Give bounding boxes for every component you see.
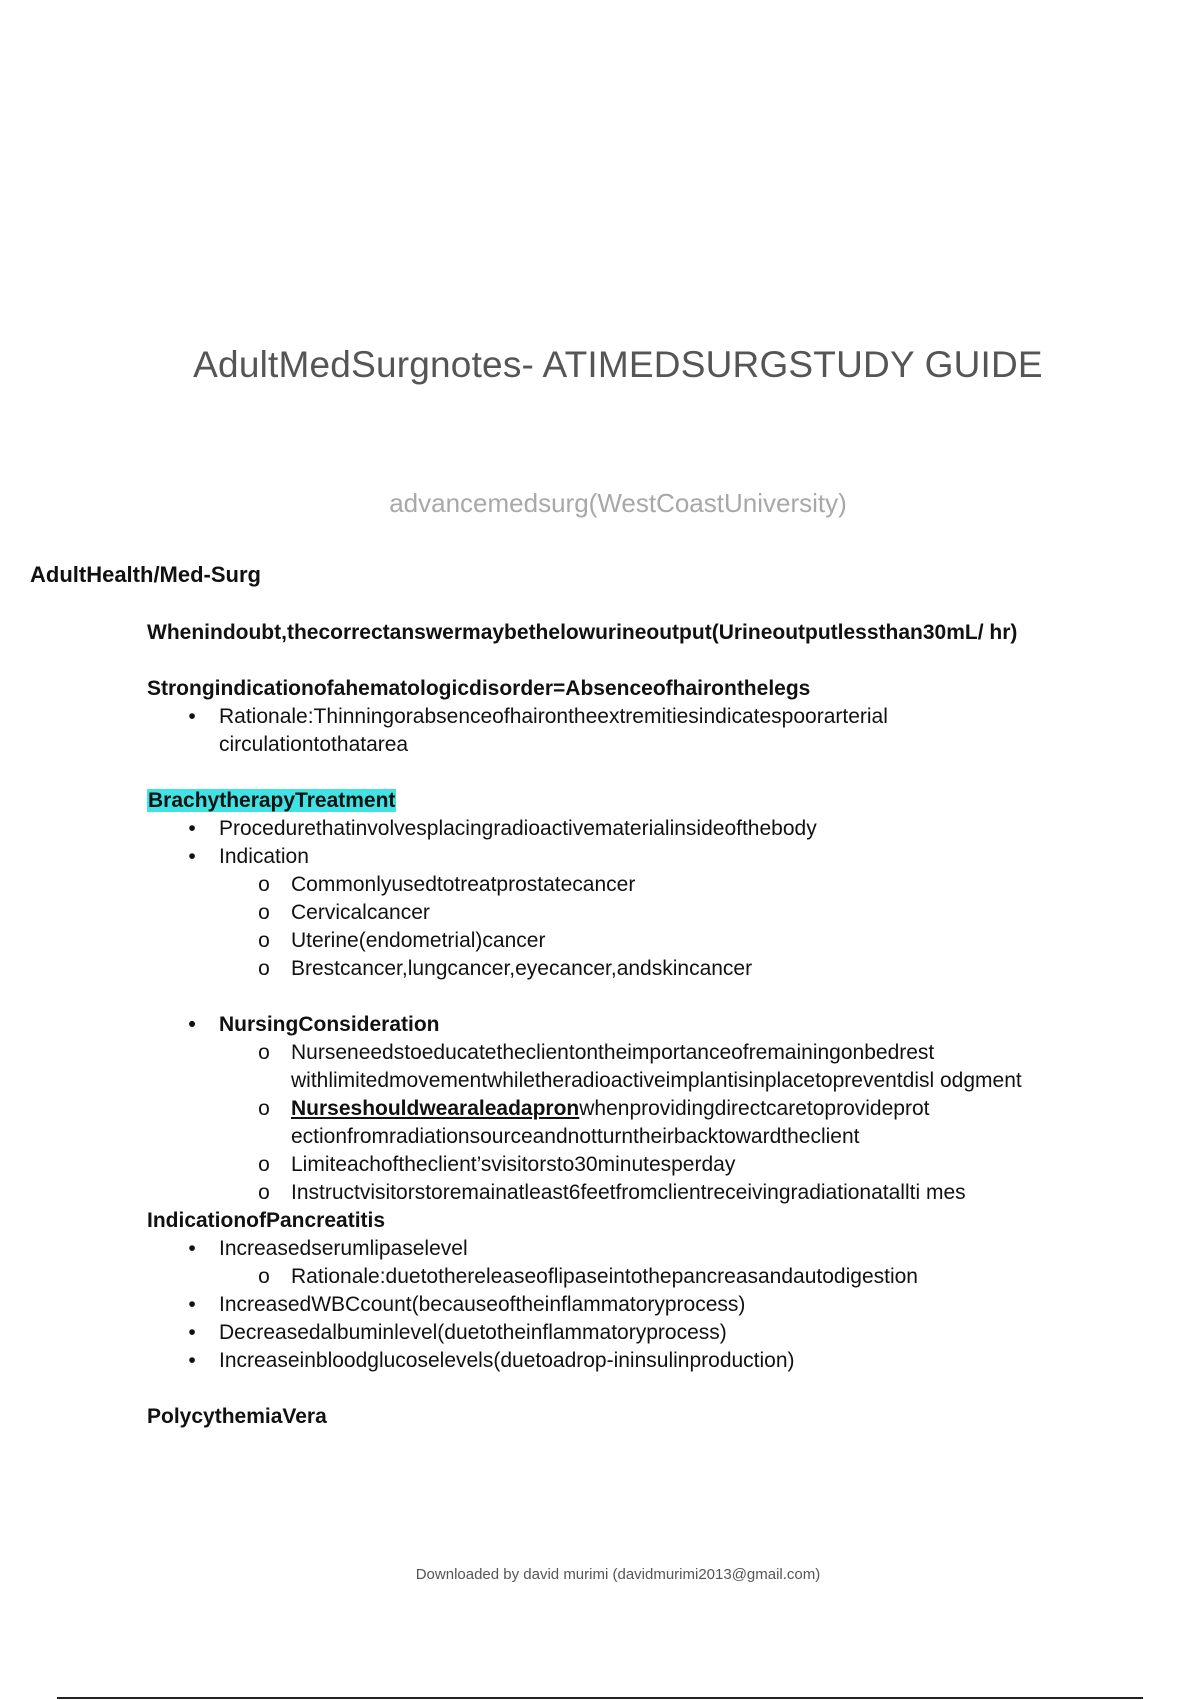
- highlighted-heading: BrachytherapyTreatment: [148, 789, 396, 812]
- document-subtitle: advancemedsurg(WestCoastUniversity): [389, 488, 847, 518]
- urine-output-note: Whenindoubt,thecorrectanswermaybethelowurineoutput(Urineoutputlessthan30mL/ hr): [147, 621, 1018, 644]
- bullet-icon: •: [188, 1293, 196, 1316]
- hematologic-list: [147, 703, 1077, 759]
- bullet-icon: o: [258, 1097, 270, 1120]
- bullet-icon: •: [188, 1013, 196, 1036]
- sublist-item: o Commonlyusedtotreatprostatecancer: [291, 871, 1077, 899]
- bullet-icon: o: [258, 1153, 270, 1176]
- notes-body: [147, 619, 1077, 1431]
- bullet-icon: o: [258, 957, 270, 980]
- pancreatitis-list: [147, 1235, 1077, 1375]
- pancreatitis-heading: IndicationofPancreatitis: [147, 1209, 386, 1232]
- list-item: • Decreasedalbuminlevel(duetotheinflammatoryprocess): [219, 1319, 1077, 1347]
- bullet-icon: •: [188, 1237, 196, 1260]
- sublist-item: o Brestcancer,lungcancer,eyecancer,andskincancer: [291, 955, 1077, 983]
- hematologic-heading: Strongindicationofahematologicdisorder=Absenceofhaironthelegs: [147, 677, 811, 700]
- list-item: • Procedurethatinvolvesplacingradioactivematerialinsideofthebody: [219, 815, 1077, 843]
- section-heading-adult-health: AdultHealth/Med-Surg: [30, 562, 261, 587]
- bullet-icon: o: [258, 873, 270, 896]
- bullet-icon: •: [188, 1349, 196, 1372]
- sublist-item: o Nurseshouldwearaleadapronwhenprovidingdirectcaretoprovideprot ectionfromradiationsourceandnotturntheirbacktowardtheclient: [258, 1097, 930, 1148]
- indication-sublist: [219, 871, 1077, 983]
- bullet-icon: o: [258, 901, 270, 924]
- sublist-item: o Limiteachoftheclient’svisitorsto30minutesperday: [291, 1151, 1077, 1179]
- bullet-icon: o: [258, 1041, 270, 1064]
- sublist-item: o Rationale:duetothereleaseoflipaseintothepancreasandautodigestion: [291, 1263, 1077, 1291]
- bullet-icon: o: [258, 929, 270, 952]
- bullet-icon: •: [188, 817, 196, 840]
- list-item: • Increaseinbloodglucoselevels(duetoadrop-ininsulinproduction): [219, 1347, 1077, 1375]
- document-title: AdultMedSurgnotes- ATIMEDSURGSTUDY GUIDE: [193, 344, 1043, 385]
- brachytherapy-heading: [147, 787, 1077, 815]
- list-item: • Indication o Commonlyusedtotreatprostatecancer o Cervicalcancer o Uterine(endometrial)cancer o Brestcancer,lungcancer,eyecancer,andskincancer: [219, 843, 1077, 983]
- lipase-sublist: [219, 1263, 1077, 1291]
- bullet-icon: •: [188, 705, 196, 728]
- sublist-item: o Cervicalcancer: [291, 899, 1077, 927]
- bullet-icon: •: [188, 845, 196, 868]
- page-divider: [57, 1697, 1143, 1699]
- sublist-item: o Uterine(endometrial)cancer: [291, 927, 1077, 955]
- underlined-text: Nurseshouldwearaleadapron: [291, 1097, 580, 1120]
- bullet-icon: o: [258, 1181, 270, 1204]
- bullet-icon: •: [188, 1321, 196, 1344]
- list-item: • Increasedserumlipaselevel o Rationale:duetothereleaseoflipaseintothepancreasandautodigestion: [219, 1235, 1077, 1291]
- bullet-icon: o: [258, 1265, 270, 1288]
- brachytherapy-list: [147, 815, 1077, 1207]
- list-item: • Rationale:Thinningorabsenceofhairontheextremitiesindicatespoorarterial circulationtothatarea: [219, 703, 1077, 759]
- download-footer: Downloaded by david murimi (davidmurimi2013@gmail.com): [415, 1566, 821, 1583]
- sublist-item: o Instructvisitorstoremainatleast6feetfromclientreceivingradiationatallti mes: [291, 1179, 1077, 1207]
- sublist-item: o Nurseneedstoeducatetheclientontheimportanceofremainingonbedrest withlimitedmovementwhiletheradioactiveimplantisinplacetopreventdisl odgment: [258, 1041, 1022, 1092]
- nursing-sublist: [219, 1039, 1077, 1207]
- polycythemia-heading: PolycythemiaVera: [147, 1405, 327, 1428]
- list-item: • IncreasedWBCcount(becauseoftheinflammatoryprocess): [219, 1291, 1077, 1319]
- list-item: • NursingConsideration o Nurseneedstoeducatetheclientontheimportanceofremainingonbedrest withlimitedmovementwhiletheradioactiveimplantisinplacetopreventdisl odgment o Nurseshouldwearaleadapronwhenprovidingdirectcaretoprovideprot ectionfromradiationsourceandnotturntheirbacktowardtheclient o Limiteachoftheclient’svisitorsto30minutesperday o Instructvisitorstoremainatleast6feetfromclientreceivingradiationatallti mes: [219, 1011, 1077, 1207]
